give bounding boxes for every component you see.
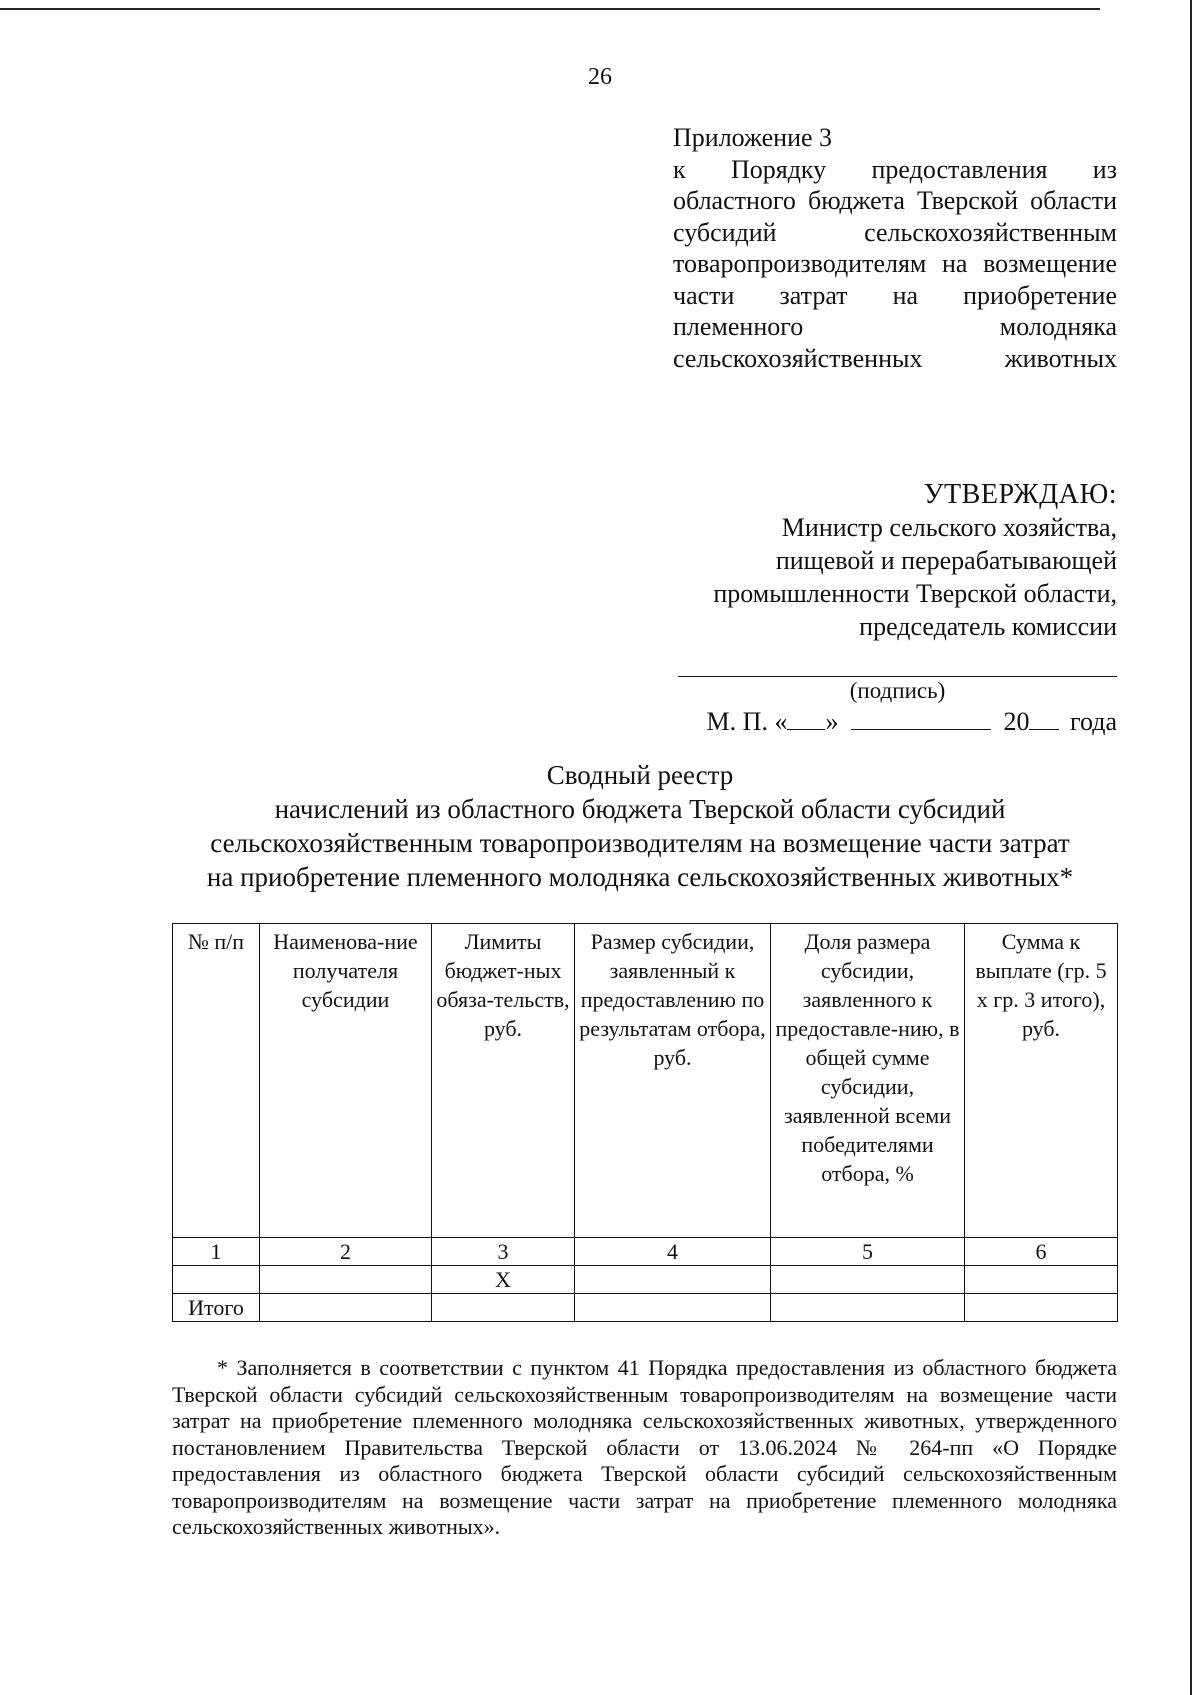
header-subsidy-amount: Размер субсидии, заявленный к предоставлению по результатам отбора, руб.: [575, 924, 771, 1238]
header-number: № п/п: [173, 924, 260, 1238]
appendix-body: к Порядку предоставления из областного бюджета Тверской области субсидий сельскохозяйственным товаропроизводителям на возмещение части затрат на приобретение племенного молодняка сельскохозяйственных животных: [673, 154, 1117, 373]
column-number: 1: [173, 1238, 260, 1266]
signature-label: (подпись): [849, 678, 946, 703]
registry-table: [172, 923, 1118, 1322]
seal-suffix: года: [1069, 707, 1117, 736]
month-blank: [851, 707, 991, 730]
document-title: [160, 758, 1120, 894]
total-row: [173, 1294, 1118, 1322]
seal-prefix: М. П. «: [706, 707, 788, 736]
table-cell: [260, 1266, 432, 1294]
approval-line-3: промышленности Тверской области,: [713, 579, 1117, 608]
table-cell: [965, 1294, 1118, 1322]
table-cell: [771, 1266, 965, 1294]
table-cell: [173, 1266, 260, 1294]
column-number: 6: [965, 1238, 1118, 1266]
approval-heading: УТВЕРЖДАЮ:: [923, 479, 1117, 510]
column-number: 3: [432, 1238, 575, 1266]
header-budget-limits: Лимиты бюджет-ных обяза-тельств, руб.: [432, 924, 575, 1238]
table-cell: [771, 1294, 965, 1322]
header-recipient-name: Наименова-ние получателя субсидии: [260, 924, 432, 1238]
page-number: 26: [588, 64, 612, 90]
seal-year: 20: [1003, 707, 1030, 736]
table-row: [173, 1266, 1118, 1294]
column-number-row: [173, 1238, 1118, 1266]
table-cell: [575, 1294, 771, 1322]
table-cell: [965, 1266, 1118, 1294]
column-number: 4: [575, 1238, 771, 1266]
scan-edge-right: [1190, 0, 1192, 1695]
total-label: Итого: [173, 1294, 260, 1322]
table-cell: [432, 1294, 575, 1322]
document-title-line-2: начислений из областного бюджета Тверской области субсидий: [274, 794, 1006, 824]
column-number: 5: [771, 1238, 965, 1266]
approval-line-2: пищевой и перерабатывающей: [775, 546, 1117, 575]
approval-line-4: председатель комиссии: [859, 612, 1117, 641]
table-cell: [260, 1294, 432, 1322]
appendix-title: Приложение 3: [673, 123, 833, 152]
document-title-line-1: Сводный реестр: [546, 760, 734, 790]
seal-quote-close: »: [825, 707, 839, 736]
seal-date-line: [620, 705, 1117, 739]
document-title-line-3: сельскохозяйственным товаропроизводителям на возмещение части затрат: [210, 828, 1070, 858]
footnote: * Заполняется в соответствии с пунктом 41 Порядка предоставления из областного бюджета Тверской области субсидий сельскохозяйственным товаропроизводителям на возмещение части затрат на приобретение племенного молодняка сельскохозяйственных животных, утвержденного постановлением Правительства Тверской области от 13.06.2024 № 264-пп «О Порядке предоставления из областного бюджета Тверской области субсидий сельскохозяйственным товаропроизводителям на возмещение части затрат на приобретение племенного молодняка сельскохозяйственных животных».: [172, 1355, 1117, 1539]
table-cell: [575, 1266, 771, 1294]
year-blank: [1029, 707, 1059, 730]
appendix-block: [673, 122, 1117, 374]
table-cell: X: [432, 1266, 575, 1294]
document-title-line-4: на приобретение племенного молодняка сельскохозяйственных животных*: [206, 862, 1074, 892]
scan-edge-top: [0, 8, 1100, 10]
day-blank: [787, 707, 825, 730]
table-header-row: [173, 924, 1118, 1238]
header-payout-sum: Сумма к выплате (гр. 5 x гр. 3 итого), руб.: [965, 924, 1118, 1238]
column-number: 2: [260, 1238, 432, 1266]
header-subsidy-share: Доля размера субсидии, заявленного к предоставле-нию, в общей сумме субсидии, заявленной всеми победителями отбора, %: [771, 924, 965, 1238]
approval-line-1: Министр сельского хозяйства,: [781, 513, 1117, 542]
approval-block: [630, 478, 1117, 643]
